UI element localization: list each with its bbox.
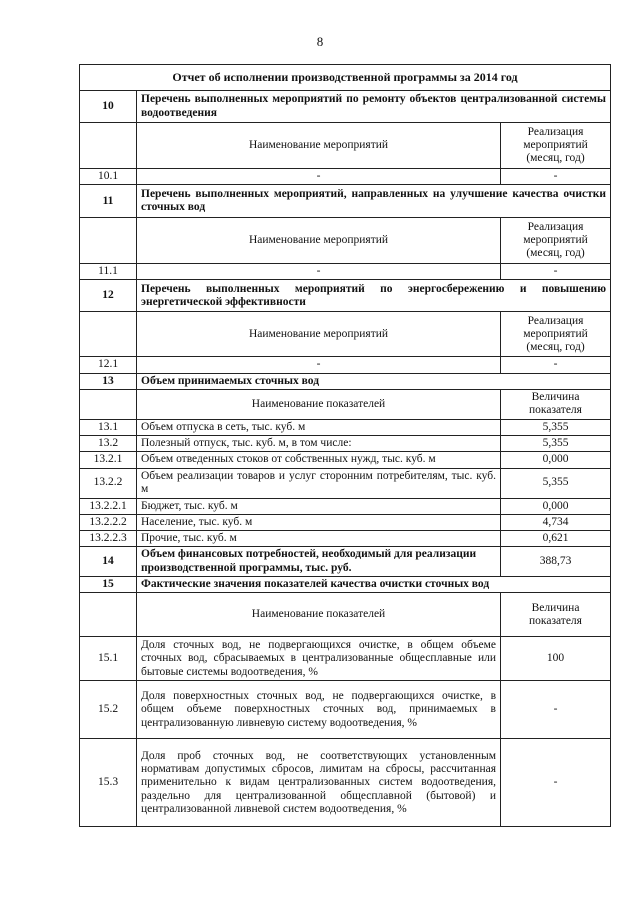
section-12-col-name: Наименование мероприятий: [137, 312, 501, 357]
row-15-3-number: 15.3: [80, 739, 137, 827]
row-12-1-number: 12.1: [80, 357, 137, 373]
row-12-1-name: -: [137, 357, 501, 373]
section-11-title: Перечень выполненных мероприятий, направленных на улучшение качества очистки сточных вод: [137, 185, 611, 218]
page-number: 8: [316, 34, 324, 49]
table-row: [80, 637, 611, 681]
row-11-1-value: -: [501, 264, 611, 280]
row-15-3-value: -: [501, 739, 611, 827]
section-12-col-value: Реализация мероприятий (месяц, год): [501, 312, 611, 357]
row-13-2-2-1-name: Бюджет, тыс. куб. м: [137, 498, 501, 514]
row-15-2-value: -: [501, 681, 611, 739]
table-row: [80, 452, 611, 468]
row-15-2-number: 15.2: [80, 681, 137, 739]
section-15-number: 15: [80, 577, 137, 593]
section-11-number: 11: [80, 185, 137, 218]
row-13-2-2-name: Объем реализации товаров и услуг сторонним потребителям, тыс. куб. м: [137, 468, 501, 498]
row-15-2-name: Доля поверхностных сточных вод, не подвергающихся очистке, в общем объеме поверхностных сточных вод, принимаемых в централизованную ливневую систему водоотведения, %: [137, 681, 501, 739]
row-11-1-number: 11.1: [80, 264, 137, 280]
row-13-2-2-3-number: 13.2.2.3: [80, 530, 137, 546]
section-11-col-name: Наименование мероприятий: [137, 218, 501, 264]
section-10-col-value: Реализация мероприятий (месяц, год): [501, 123, 611, 169]
row-13-2-2-3-name: Прочие, тыс. куб. м: [137, 530, 501, 546]
row-13-2-1-name: Объем отведенных стоков от собственных нужд, тыс. куб. м: [137, 452, 501, 468]
section-13-header-blank: [80, 389, 137, 419]
section-14-number: 14: [80, 547, 137, 577]
section-14-value: 388,73: [501, 547, 611, 577]
row-10-1-number: 10.1: [80, 169, 137, 185]
section-10-col-name: Наименование мероприятий: [137, 123, 501, 169]
row-13-2-1-number: 13.2.1: [80, 452, 137, 468]
section-11-header-blank: [80, 218, 137, 264]
row-12-1-value: -: [501, 357, 611, 373]
section-12-number: 12: [80, 280, 137, 312]
row-13-2-2-3-value: 0,621: [501, 530, 611, 546]
row-13-2-2-number: 13.2.2: [80, 468, 137, 498]
table-row: [80, 468, 611, 498]
table-row: [80, 498, 611, 514]
row-13-2-2-1-value: 0,000: [501, 498, 611, 514]
table-row: [80, 419, 611, 435]
table-row: [80, 739, 611, 827]
row-13-1-number: 13.1: [80, 419, 137, 435]
row-15-1-value: 100: [501, 637, 611, 681]
row-13-2-2-2-number: 13.2.2.2: [80, 514, 137, 530]
report-title: Отчет об исполнении производственной программы за 2014 год: [80, 65, 611, 91]
row-10-1-value: -: [501, 169, 611, 185]
section-15-col-value: Величина показателя: [501, 593, 611, 637]
row-15-1-name: Доля сточных вод, не подвергающихся очистке, в общем объеме сточных вод, сбрасываемых в централизованные общесплавные или бытовые системы водоотведения, %: [137, 637, 501, 681]
section-15-title: Фактические значения показателей качества очистки сточных вод: [137, 577, 611, 593]
section-15-col-name: Наименование показателей: [137, 593, 501, 637]
section-13-col-value: Величина показателя: [501, 389, 611, 419]
table-row: [80, 436, 611, 452]
section-10-header-blank: [80, 123, 137, 169]
section-10-title: Перечень выполненных мероприятий по ремонту объектов централизованной системы водоотведения: [137, 91, 611, 123]
section-15-header-blank: [80, 593, 137, 637]
row-13-2-2-2-value: 4,734: [501, 514, 611, 530]
row-13-1-name: Объем отпуска в сеть, тыс. куб. м: [137, 419, 501, 435]
section-14-title: Объем финансовых потребностей, необходимый для реализации производственной программы, тыс. руб.: [137, 547, 501, 577]
section-13-number: 13: [80, 373, 137, 389]
section-12-title: Перечень выполненных мероприятий по энергосбережению и повышению энергетической эффективности: [137, 280, 611, 312]
section-10-number: 10: [80, 91, 137, 123]
table-row: [80, 681, 611, 739]
section-11-col-value: Реализация мероприятий (месяц, год): [501, 218, 611, 264]
row-15-1-number: 15.1: [80, 637, 137, 681]
section-13-title: Объем принимаемых сточных вод: [137, 373, 611, 389]
table-row: [80, 514, 611, 530]
row-13-2-number: 13.2: [80, 436, 137, 452]
row-13-1-value: 5,355: [501, 419, 611, 435]
row-10-1-name: -: [137, 169, 501, 185]
section-13-col-name: Наименование показателей: [137, 389, 501, 419]
row-13-2-2-2-name: Население, тыс. куб. м: [137, 514, 501, 530]
row-13-2-2-value: 5,355: [501, 468, 611, 498]
row-15-3-name: Доля проб сточных вод, не соответствующих установленным нормативам допустимых сбросов, лимитам на сбросы, рассчитанная применительно к видам централизованных систем водоотведения, раздельно для централизованной общесплавной (бытовой) и централизованной ливневой систем водоотведения, %: [137, 739, 501, 827]
row-13-2-2-1-number: 13.2.2.1: [80, 498, 137, 514]
section-12-header-blank: [80, 312, 137, 357]
row-13-2-1-value: 0,000: [501, 452, 611, 468]
row-11-1-name: -: [137, 264, 501, 280]
row-13-2-name: Полезный отпуск, тыс. куб. м, в том числе:: [137, 436, 501, 452]
row-13-2-value: 5,355: [501, 436, 611, 452]
report-table: [79, 64, 611, 827]
table-row: [80, 530, 611, 546]
